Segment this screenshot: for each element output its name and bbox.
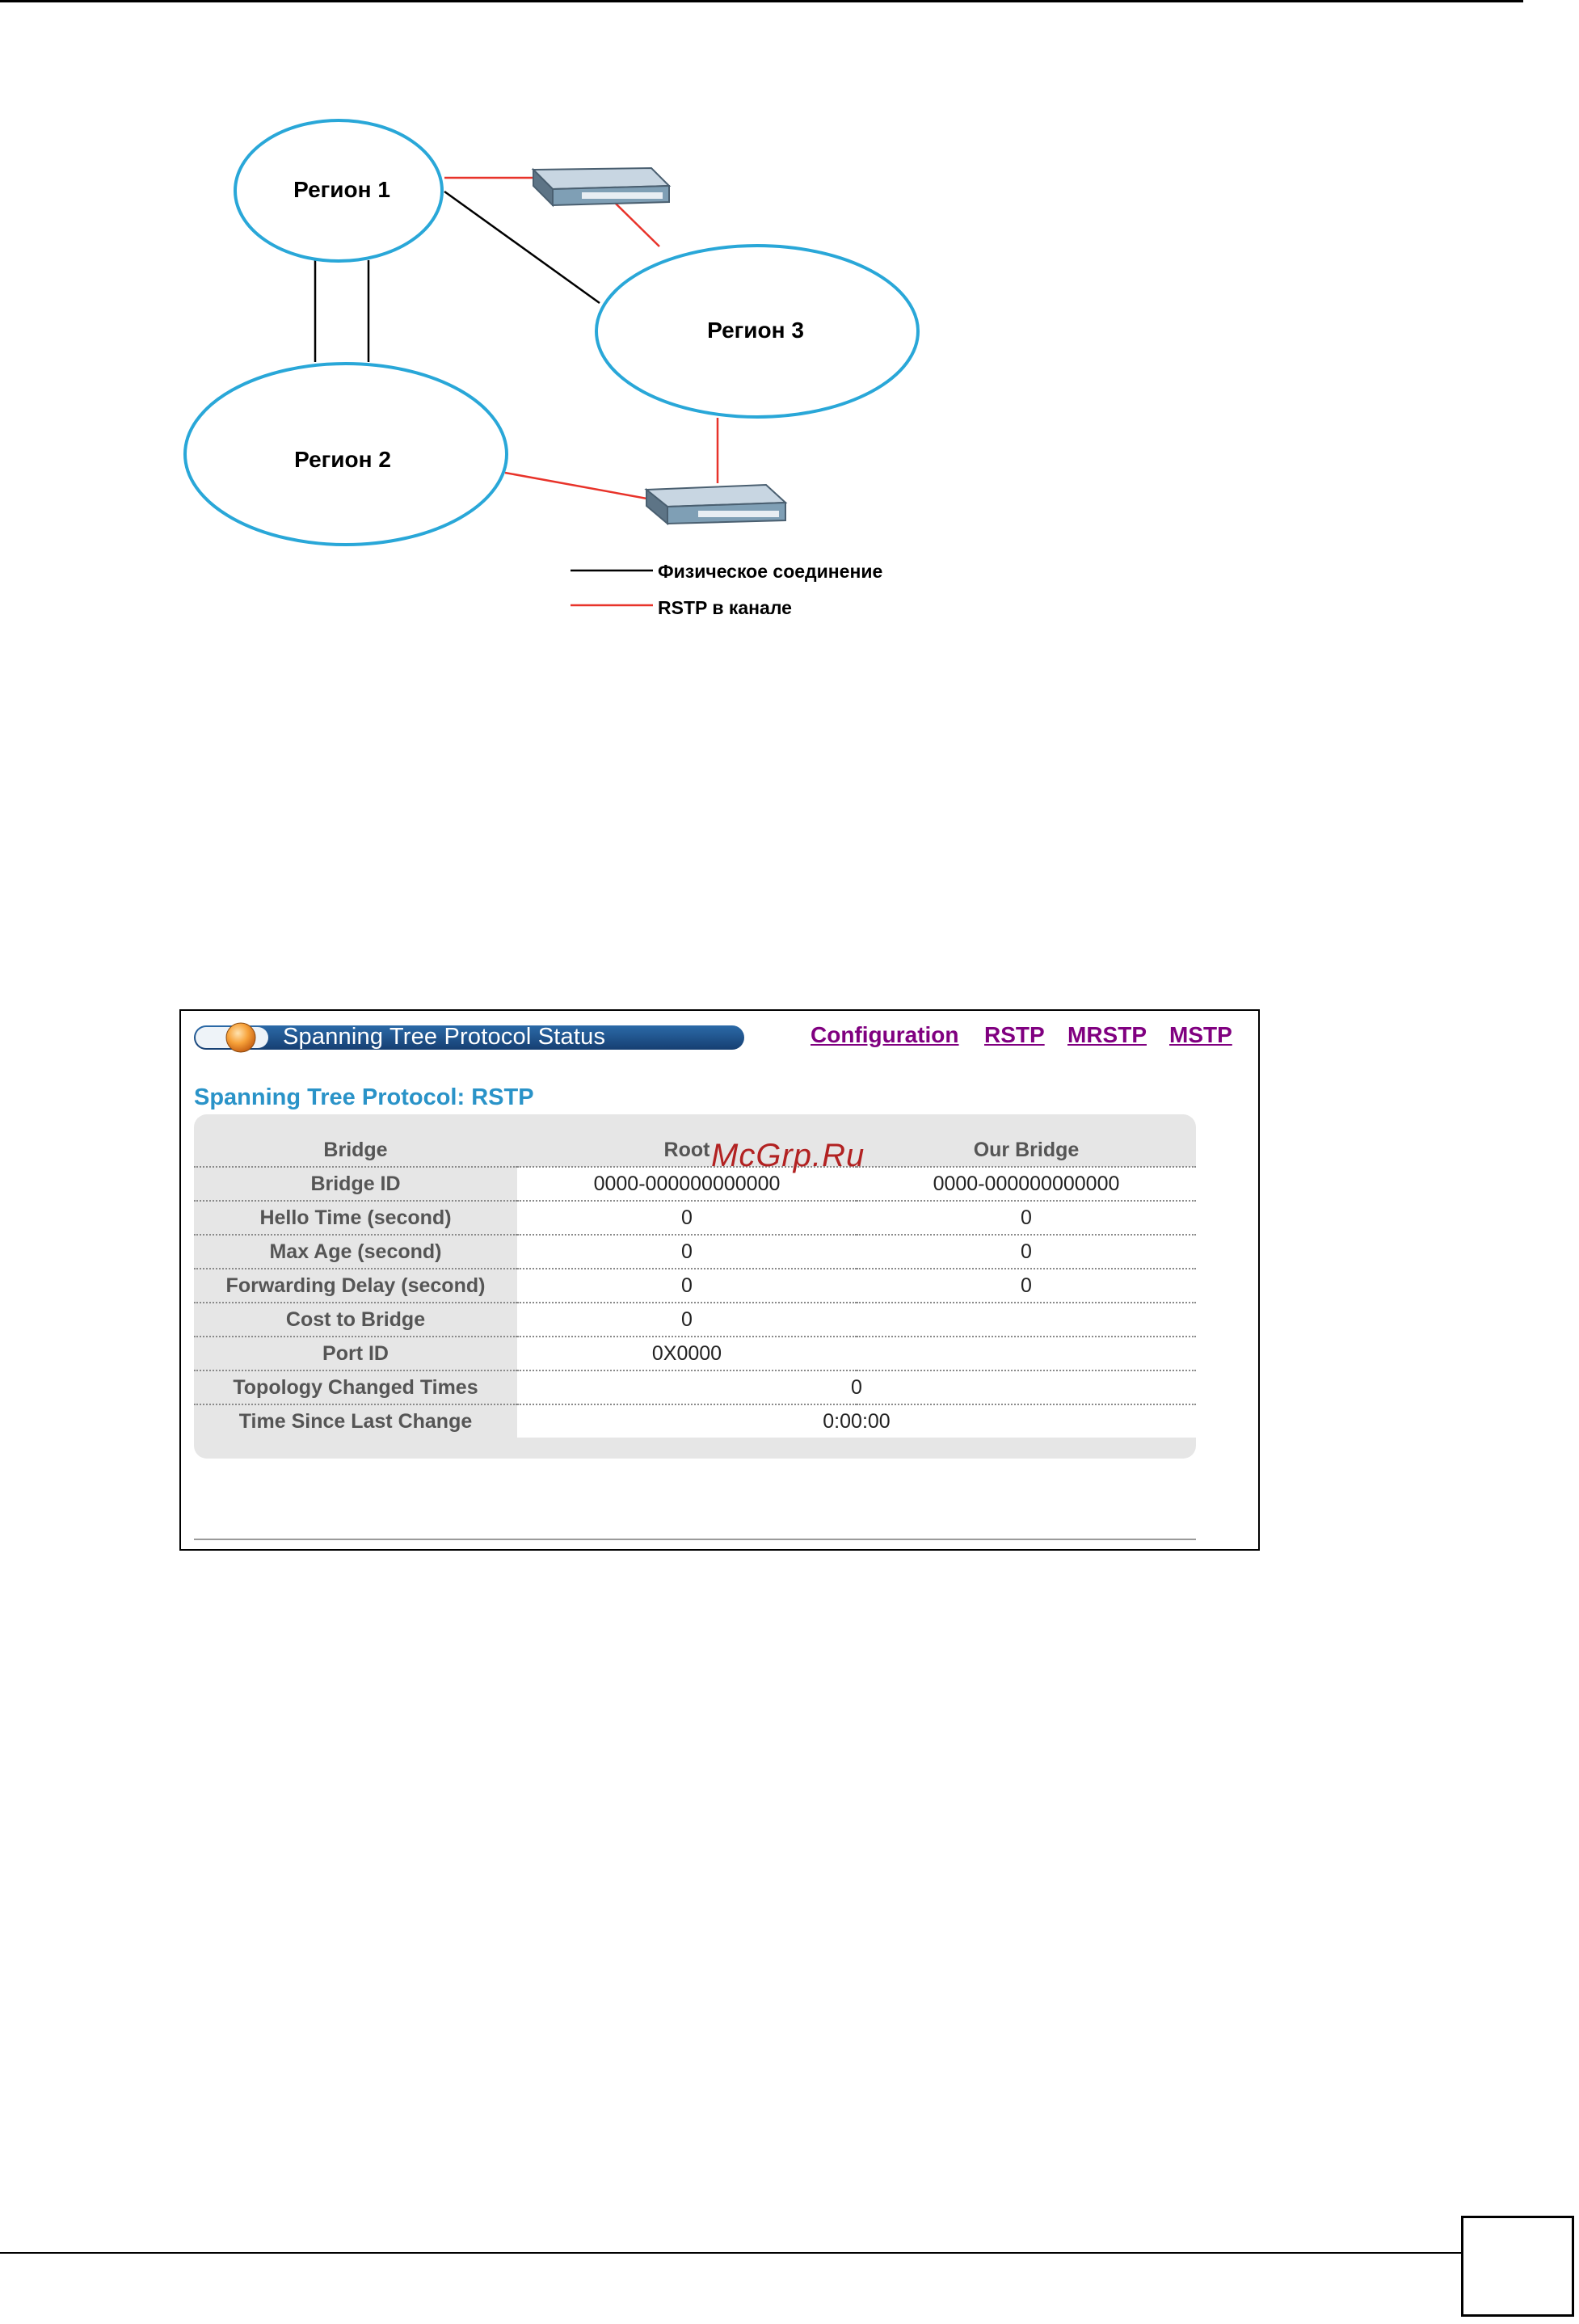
watermark: McGrp.Ru: [711, 1138, 865, 1173]
row-label: Time Since Last Change: [194, 1404, 517, 1438]
table-row: [194, 1235, 1196, 1269]
network-diagram: [0, 0, 1579, 646]
nav-configuration-link[interactable]: Configuration: [811, 1022, 959, 1047]
row-label: Forwarding Delay (second): [194, 1269, 517, 1303]
table-row: [194, 1370, 1196, 1404]
rstp-switch1-r3: [614, 202, 659, 246]
table-row: [194, 1303, 1196, 1337]
panel-bottom-rule: [194, 1539, 1196, 1540]
col-header-bridge: Bridge: [194, 1134, 517, 1167]
status-table-container: [194, 1114, 1196, 1459]
row-label: Topology Changed Times: [194, 1370, 517, 1404]
root-value: 0: [517, 1269, 857, 1303]
row-label: Max Age (second): [194, 1235, 517, 1269]
region-1-label: Регион 1: [293, 177, 390, 202]
table-row: [194, 1269, 1196, 1303]
root-value: 0: [517, 1303, 857, 1337]
legend-rstp-label: RSTP в канале: [658, 597, 792, 618]
row-label: Port ID: [194, 1337, 517, 1370]
legend-physical-label: Физическое соединение: [658, 561, 883, 582]
table-row: [194, 1404, 1196, 1438]
root-value: 0: [517, 1235, 857, 1269]
our-bridge-value: 0000-000000000000: [857, 1167, 1196, 1201]
table-header-row: [194, 1134, 1196, 1167]
nav-mrstp-link[interactable]: MRSTP: [1067, 1022, 1147, 1047]
status-orb-icon: [226, 1023, 255, 1052]
our-bridge-value: 0: [857, 1201, 1196, 1235]
col-header-root: Root: [517, 1134, 857, 1167]
table-row: [194, 1201, 1196, 1235]
table-row: [194, 1337, 1196, 1370]
panel-title: Spanning Tree Protocol Status: [283, 1024, 606, 1050]
switch-2-icon: [646, 485, 785, 524]
merged-value: 0:00:00: [517, 1404, 1196, 1438]
region-2-label: Регион 2: [294, 447, 391, 472]
page-number-box: [1461, 2216, 1574, 2317]
stp-status-panel: [179, 1009, 1260, 1551]
panel-subtitle: Spanning Tree Protocol: RSTP: [194, 1084, 534, 1110]
our-bridge-value: 0: [857, 1235, 1196, 1269]
merged-value: 0: [517, 1370, 1196, 1404]
col-header-our-bridge: Our Bridge: [857, 1134, 1196, 1167]
root-value: 0X0000: [517, 1337, 857, 1370]
row-label: Bridge ID: [194, 1167, 517, 1201]
nav-rstp-link[interactable]: RSTP: [984, 1022, 1045, 1047]
root-value: 0000-000000000000: [517, 1167, 857, 1201]
switch-1-icon: [533, 168, 669, 205]
bottom-rule: [0, 2252, 1463, 2254]
region-3-label: Регион 3: [707, 318, 804, 343]
rstp-r2-switch2: [505, 473, 651, 499]
table-row: [194, 1167, 1196, 1201]
title-bar: [194, 1022, 744, 1053]
row-label: Hello Time (second): [194, 1201, 517, 1235]
our-bridge-value: [857, 1337, 1196, 1370]
row-label: Cost to Bridge: [194, 1303, 517, 1337]
our-bridge-value: [857, 1303, 1196, 1337]
root-value: 0: [517, 1201, 857, 1235]
our-bridge-value: 0: [857, 1269, 1196, 1303]
status-table: [194, 1134, 1196, 1438]
nav-mstp-link[interactable]: MSTP: [1169, 1022, 1232, 1047]
link-r1-r3: [444, 192, 600, 303]
